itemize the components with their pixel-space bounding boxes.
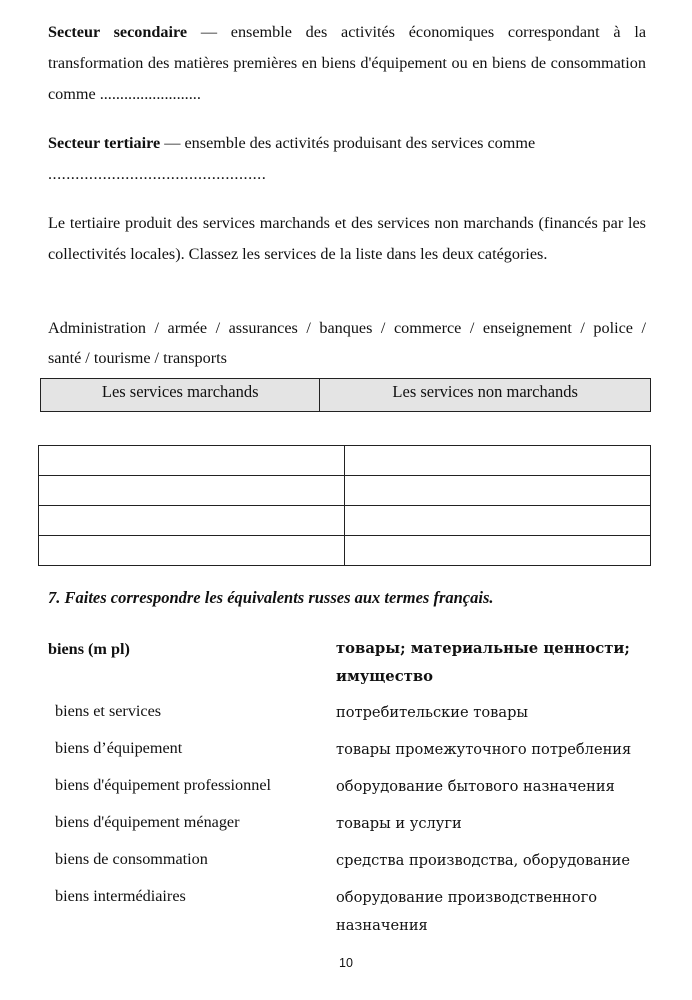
header-services-marchands: Les services marchands [41, 379, 320, 412]
answer-cell[interactable] [39, 476, 345, 506]
page-number: 10 [339, 956, 353, 970]
header-services-non-marchands: Les services non marchands [320, 379, 651, 412]
head-term-fr: biens (m pl) [48, 640, 130, 658]
answer-cell[interactable] [345, 446, 651, 476]
russian-term: товары и услуги [336, 815, 462, 832]
russian-term: товары промежуточного потребления [336, 741, 632, 758]
services-list-line-2: santé / tourisme / transports [48, 349, 227, 367]
definition-secteur-secondaire [48, 17, 646, 110]
table-row [39, 446, 651, 476]
exercise-7-title: 7. Faites correspondre les équivalents russes aux termes français. [48, 588, 494, 607]
russian-term: оборудование производственного назначения [336, 889, 598, 934]
definition-text-secondaire: — ensemble des activités économiques correspondant à la transformation des matières premières en biens d'équipement ou en biens de consommation comme ......................... [48, 23, 647, 103]
french-term: biens intermédiaires [55, 887, 186, 905]
services-answer-grid [38, 445, 651, 566]
answer-cell[interactable] [345, 506, 651, 536]
term-secteur-tertiaire: Secteur tertiaire [48, 134, 161, 152]
answer-cell[interactable] [39, 536, 345, 566]
answer-cell[interactable] [39, 446, 345, 476]
definition-secteur-tertiaire [48, 128, 646, 190]
table-row [39, 536, 651, 566]
instruction-paragraph: Le tertiaire produit des services marchands et des services non marchands (financés par les collectivités locales). Classez les services de la liste dans les deux catégories. [48, 214, 646, 263]
answer-cell[interactable] [345, 476, 651, 506]
russian-term: оборудование бытового назначения [336, 778, 615, 795]
answer-blank: ................................................ [48, 165, 267, 183]
french-term: biens d'équipement professionnel [55, 776, 272, 794]
table-row [39, 506, 651, 536]
french-term: biens de consommation [55, 850, 208, 868]
table-row [39, 476, 651, 506]
definition-text-tertiaire: — ensemble des activités produisant des services comme [164, 134, 536, 152]
services-list-line-1: Administration / armée / assurances / banques / commerce / enseignement / police / [48, 319, 646, 337]
term-secteur-secondaire: Secteur secondaire [48, 23, 188, 41]
russian-term: потребительские товары [336, 704, 529, 721]
russian-term: средства производства, оборудование [336, 852, 630, 869]
answer-cell[interactable] [39, 506, 345, 536]
french-term: biens et services [55, 702, 162, 720]
french-term: biens d'équipement ménager [55, 813, 240, 831]
answer-cell[interactable] [345, 536, 651, 566]
head-term-ru: товары; материальные ценности; имущество [336, 640, 630, 685]
french-term: biens d’équipement [55, 739, 183, 757]
services-table-header [40, 378, 651, 412]
